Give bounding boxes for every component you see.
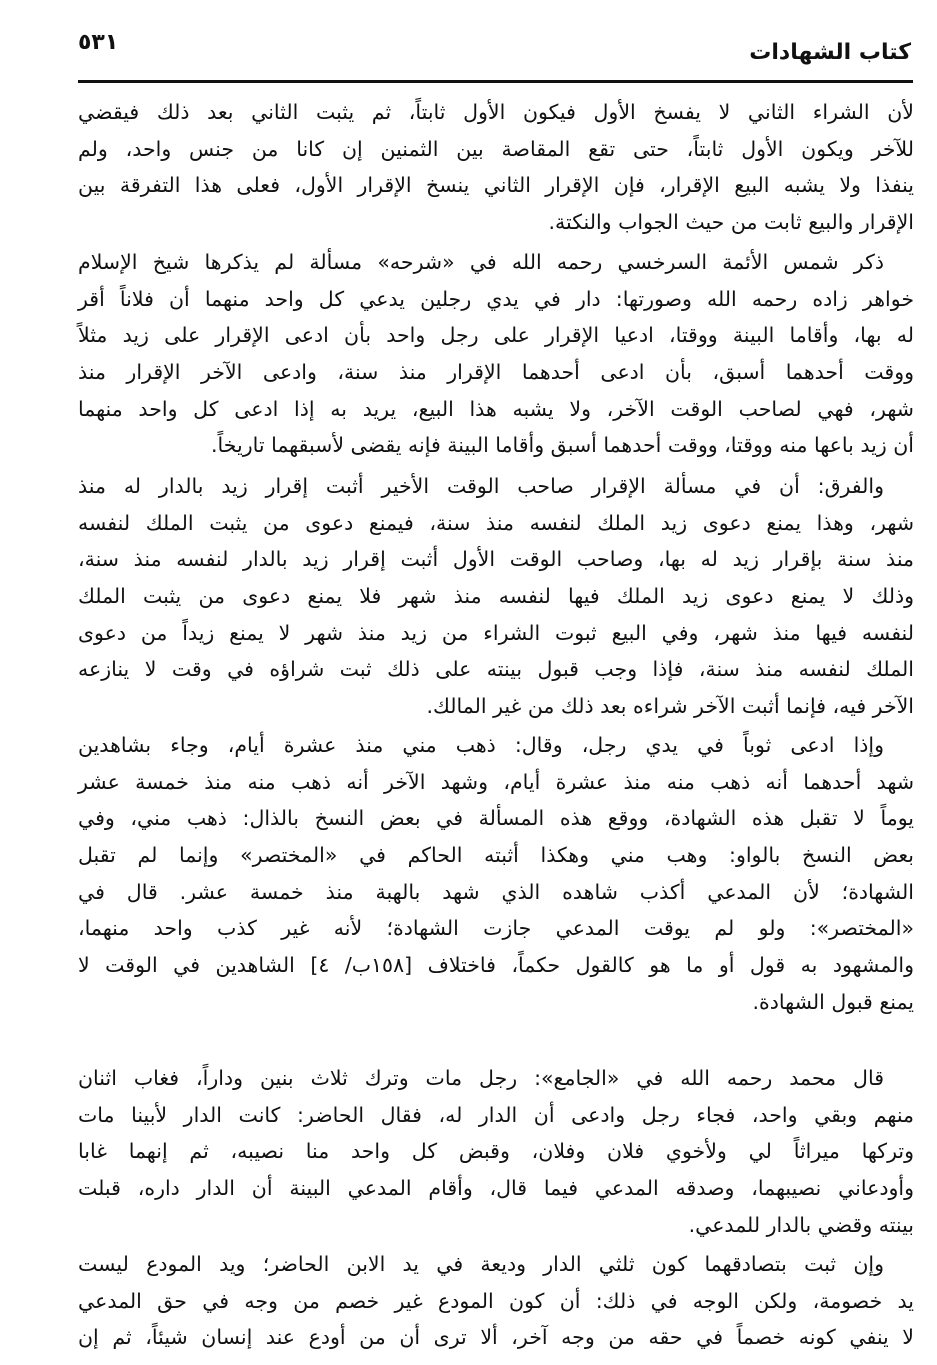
text-line: وذلك لا يمنع دعوى زيد الملك فيها لنفسه منذ شهر فلا يمنع دعوى من يثبت الملك bbox=[78, 584, 914, 609]
text-line: لا ينفي كونه خصماً في حقه من وجه آخر، ألا ترى أن من أودع عند إنسان شيئاً، ثم إن bbox=[78, 1325, 914, 1350]
text-line: يمنع قبول الشهادة. bbox=[752, 989, 914, 1014]
text-line: بينته وقضي بالدار للمدعي. bbox=[688, 1212, 914, 1237]
paragraph bbox=[78, 94, 914, 241]
text-line: الشهادة؛ لأن المدعي أكذب شاهده الذي شهد بالهبة منذ خمسة عشر. قال في bbox=[78, 879, 914, 904]
paragraph bbox=[78, 468, 914, 725]
text-line: الآخر فيه، فإنما أثبت الآخر شراءه بعد ذلك من غير المالك. bbox=[426, 694, 914, 719]
text-line: منذ سنة بإقرار زيد له بها، وصاحب الوقت الأول أثبت إقرار زيد بالدار لنفسه منذ سنة، bbox=[78, 547, 914, 572]
text-line: ووقت أحدهما أسبق، بأن ادعى أحدهما الإقرار منذ سنة، وادعى الآخر الإقرار منذ bbox=[78, 360, 914, 385]
text-line: «المختصر»: ولو لم يوقت المدعي جازت الشهادة؛ لأنه غير كذب واحد منهما، bbox=[78, 916, 914, 941]
header-rule bbox=[78, 80, 913, 83]
text-line: الإقرار والبيع ثابت من حيث الجواب والنكتة. bbox=[548, 210, 914, 235]
text-line: لنفسه فيها منذ شهر، وفي البيع ثبوت الشراء من زيد منذ شهر لا يمنع زيداً من دعوى bbox=[78, 620, 914, 645]
text-line: والمشهود به قول أو ما هو كالقول حكماً، فاختلاف [١٥٨ب/ ٤] الشاهدين في الوقت لا bbox=[78, 953, 914, 978]
text-line: يد خصومة، ولكن الوجه في ذلك: أن كون المودع غير خصم من وجه في حق المدعي bbox=[78, 1288, 914, 1313]
text-line: شهد أحدهما أنه ذهب منه منذ عشرة أيام، وشهد الآخر أنه ذهب منه منذ خمسة عشر bbox=[78, 769, 914, 794]
paragraph bbox=[78, 244, 914, 464]
text-line: وإذا ادعى ثوباً في يدي رجل، وقال: ذهب مني منذ عشرة أيام، وجاء بشاهدين bbox=[78, 733, 884, 757]
text-line: لأن الشراء الثاني لا يفسخ الأول فيكون الأول ثابتاً، ثم يثبت الثاني بعد ذلك فيقضي bbox=[78, 100, 914, 124]
text-line: الملك لنفسه منذ سنة، فإذا وجب قبول بينته على ذلك ثبت شراؤه في وقت لا ينازعه bbox=[78, 657, 914, 682]
text-line: شهر، وهذا يمنع دعوى زيد الملك لنفسه منذ سنة، فيمنع دعوى من يثبت الملك لنفسه bbox=[78, 510, 914, 535]
page-number: ٥٣١ bbox=[78, 30, 119, 55]
text-line: يوماً لا تقبل هذه الشهادة، ووقع هذه المسألة في بعض النسخ بالذال: ذهب مني، وفي bbox=[78, 806, 914, 831]
paragraph bbox=[78, 1246, 914, 1356]
text-line: أن زيد باعها منه ووقتا، ووقت أحدهما أسبق وأقاما البينة فإنه يقضى لأسبقهما تاريخاً. bbox=[211, 433, 914, 458]
text-line: للآخر ويكون الأول ثابتاً، حتى تقع المقاصة بين الثمنين إن كانا من جنس واحد، ولم bbox=[78, 136, 914, 161]
text-line: والفرق: أن في مسألة الإقرار صاحب الوقت الأخير أثبت إقرار زيد بالدار له منذ bbox=[78, 474, 884, 498]
text-line: قال محمد رحمه الله في «الجامع»: رجل مات وترك ثلاث بنين وداراً، فغاب اثنان bbox=[78, 1066, 884, 1090]
text-line: وتركها ميراثاً لي ولأخوي فلان وفلان، وقبض كل واحد منا نصيبه، ثم إنهما غابا bbox=[78, 1139, 914, 1164]
text-line: شهر، فهي لصاحب الوقت الآخر، ولا يشبه هذا البيع، يريد به إذا ادعى كل واحد منهما bbox=[78, 396, 914, 421]
running-header-title: كتاب الشهادات bbox=[749, 40, 911, 65]
paragraph bbox=[78, 1060, 914, 1243]
paragraph bbox=[78, 727, 914, 1021]
text-line: ينفذا ولا يشبه البيع الإقرار، فإن الإقرار الثاني ينسخ الإقرار الأول، فعلى هذا التفرقة بين bbox=[78, 173, 914, 198]
text-line: منهم وبقي واحد، فجاء رجل وادعى أن الدار له، فقال الحاضر: كانت الدار لأبينا مات bbox=[78, 1102, 914, 1127]
text-line: وإن ثبت بتصادقهما كون ثلثي الدار وديعة في يد الابن الحاضر؛ ويد المودع ليست bbox=[78, 1252, 884, 1276]
text-line: ذكر شمس الأئمة السرخسي رحمه الله في «شرحه» مسألة لم يذكرها شيخ الإسلام bbox=[78, 250, 884, 274]
text-line: بعض النسخ بالواو: وهب مني وهكذا أثبته الحاكم في «المختصر» وإنما لم تقبل bbox=[78, 843, 914, 868]
text-line: خواهر زاده رحمه الله وصورتها: دار في يدي رجلين يدعي كل واحد منهما أن فلاناً أقر bbox=[78, 286, 914, 311]
text-line: له بها، وأقاما البينة ووقتا، ادعيا الإقرار على رجل واحد بأن ادعى الإقرار على زيد مثلاً bbox=[78, 323, 914, 348]
text-line: وأودعاني نصيبهما، وصدقه المدعي فيما قال، وأقام المدعي البينة أن الدار داره، قبلت bbox=[78, 1176, 914, 1201]
